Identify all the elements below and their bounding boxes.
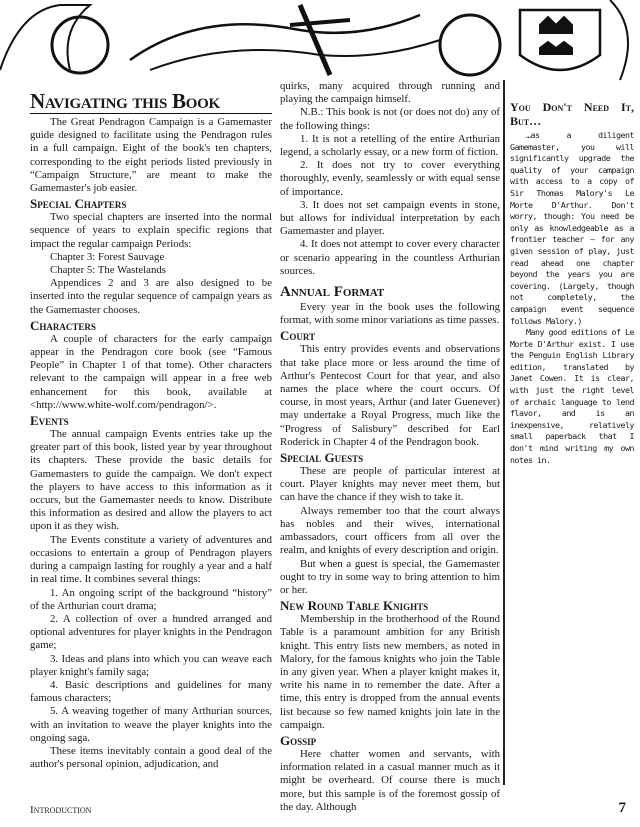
list-item: Chapter 3: Forest Sauvage — [50, 250, 165, 263]
section-title: Navigating this Book — [30, 90, 272, 114]
shield-icon — [440, 15, 500, 75]
heading: New Round Table Knights — [280, 598, 429, 614]
heading: Court — [280, 328, 316, 344]
heading: Gossip — [280, 732, 317, 748]
crest-shield-icon — [520, 10, 600, 70]
paragraph: Two special chapters are inserted into the normal sequence of years to explain specific regions that impact the regular campaign Periods: — [30, 211, 272, 250]
list-item: 3. It does not set campaign events in stone, but allows for individual interpretation by each Gamemaster and player. — [280, 198, 500, 238]
paragraph: Membership in the brotherhood of the Round Table is a paramount ambition for any British knight. This entry lists new members, as noted in Malory, for the famous knights who join the Table in any given year. When a player knight makes it, write his name in to remember the date. After a time, this entry is dropped from the annual events list because so few named knights join late in the campaign. — [280, 613, 500, 731]
heading: Special Guests — [280, 450, 364, 466]
column-1 — [30, 90, 272, 771]
header-illustration — [0, 0, 640, 86]
paragraph: quirks, many acquired through running and playing the campaign himself. — [280, 80, 500, 106]
list-item: Chapter 5: The Wastelands — [50, 264, 166, 277]
sidebar-rule — [503, 80, 505, 785]
paragraph: Appendices 2 and 3 are also designed to be inserted into the regular sequence of campaign years as the Gamemaster chooses. — [30, 277, 272, 316]
paragraph: This entry provides events and observations that take place more or less around the time of Arthur's Pentecost Court for that year, and also names the place where the court occurs. Of course, in most years, Arthur (and later Guenever) may undertake a Royal Progress, much like the “Progress of Salisbury” described for Earl Roderick in Chapter 4 of the Pendragon book. — [280, 343, 500, 448]
list-item: 5. A weaving together of many Arthurian sources, with an invitation to weave the player knights into the ongoing saga. — [30, 705, 272, 744]
paragraph: Always remember too that the court always has nobles and their wives, international ambassadors, court officers from all over the realm, and knights of every description and origin. — [280, 504, 500, 557]
paragraph: A couple of characters for the early campaign appear in the Pendragon core book (see “Famous People” in Chapter 1 of that tome). Other characters relevant to the campaign will appear in a free web enhancement for this book, available at <http://www.white-wolf.com/pendragon/>. — [30, 332, 272, 411]
list-item: 2. A collection of over a hundred arranged and optional adventures for player knights in the Pendragon game; — [30, 612, 272, 652]
sword-icon — [300, 5, 330, 75]
list-item: 4. It does not attempt to cover every character or scenario appearing in the countless Arthurian sources. — [280, 238, 500, 277]
page-number: 7 — [618, 800, 626, 816]
column-2 — [280, 80, 500, 814]
paragraph: Every year in the book uses the following format, with some minor variations as time passes. — [280, 301, 500, 327]
paragraph: The Events constitute a variety of adventures and occasions to entertain a group of Pendragon players during a campaign lasting for roughly a year and a half in real time. It combines several things: — [30, 533, 272, 586]
list-item: 3. Ideas and plans into which you can weave each player knight's family saga; — [30, 652, 272, 678]
heading: Special Chapters — [30, 196, 127, 212]
paragraph: Many good editions of Le Morte D'Arthur exist. I use the Penguin English Library edition, translated by Janet Cowen. It is clear, with just the right level of archaic language to lend flavor, and is an inexpensive, relatively small paperback that I don't mind writing my own notes in. — [510, 327, 634, 465]
paragraph: …as a diligent Gamemaster, you will significantly upgrade the quality of your campaign with access to a copy of Sir Thomas Malory's Le Morte D'Arthur. Don't worry, though: You need be only as knowledgeable as a frontier teacher — for any given session of play, just read ahead one chapter beyond the years you are covering. (Largely, though not completely, the campaign event sequence follows Malory.) — [510, 130, 634, 326]
paragraph: The Great Pendragon Campaign is a Gamemaster guide designed to facilitate using the Pendragon rules in a full campaign. Eight of the book's ten chapters, corresponding to the eight periods listed previously in “Campaign Structure,” are meant to make the Gamemaster's job easier. — [30, 116, 272, 195]
paragraph: Here chatter women and servants, with information related in a casual manner much as it might be overheard. Of course there is much more, but this sample is of the foremost gossip of the day. Although — [280, 747, 500, 813]
paragraph: The annual campaign Events entries take up the greater part of this book, listed year by year throughout its chapters. These provide the basic details for Gamemasters to guide the campaign. We don't expect the players to have access to this information as it occurs, but the Gamemaster needs to know. Distribute this information as desired and allow the players to act upon it as they wish. — [30, 428, 272, 533]
list-item: 2. It does not try to cover everything thoroughly, evenly, seamlessly or with equal sense of importance. — [280, 159, 500, 198]
paragraph: These items inevitably contain a good deal of the author's personal opinion, adjudication, and — [30, 744, 272, 771]
list-item: 1. An ongoing script of the background “history” of the Arthurian court drama; — [30, 586, 272, 612]
list-item: 4. Basic descriptions and guidelines for many famous characters; — [30, 678, 272, 705]
sidebar — [510, 100, 634, 466]
sidebar-title: You Don't Need It, But… — [510, 100, 634, 128]
footer-section: Introduction — [30, 804, 92, 816]
heading: Events — [30, 413, 69, 429]
heading: Characters — [30, 317, 96, 333]
scroll-ornament-left — [0, 5, 90, 70]
paragraph: But when a guest is special, the Gamemaster ought to try in some way to bring attention to him or her. — [280, 557, 500, 596]
paragraph: N.B.: This book is not (or does not do) any of the following things: — [280, 106, 500, 132]
paragraph: These are people of particular interest at court. Player knights may never meet them, but can have the chance if they wish to take it. — [280, 465, 500, 504]
heading: Annual Format — [280, 284, 385, 301]
list-item: 1. It is not a retelling of the entire Arthurian legend, a scholarly essay, or a new form of fiction. — [280, 132, 500, 159]
